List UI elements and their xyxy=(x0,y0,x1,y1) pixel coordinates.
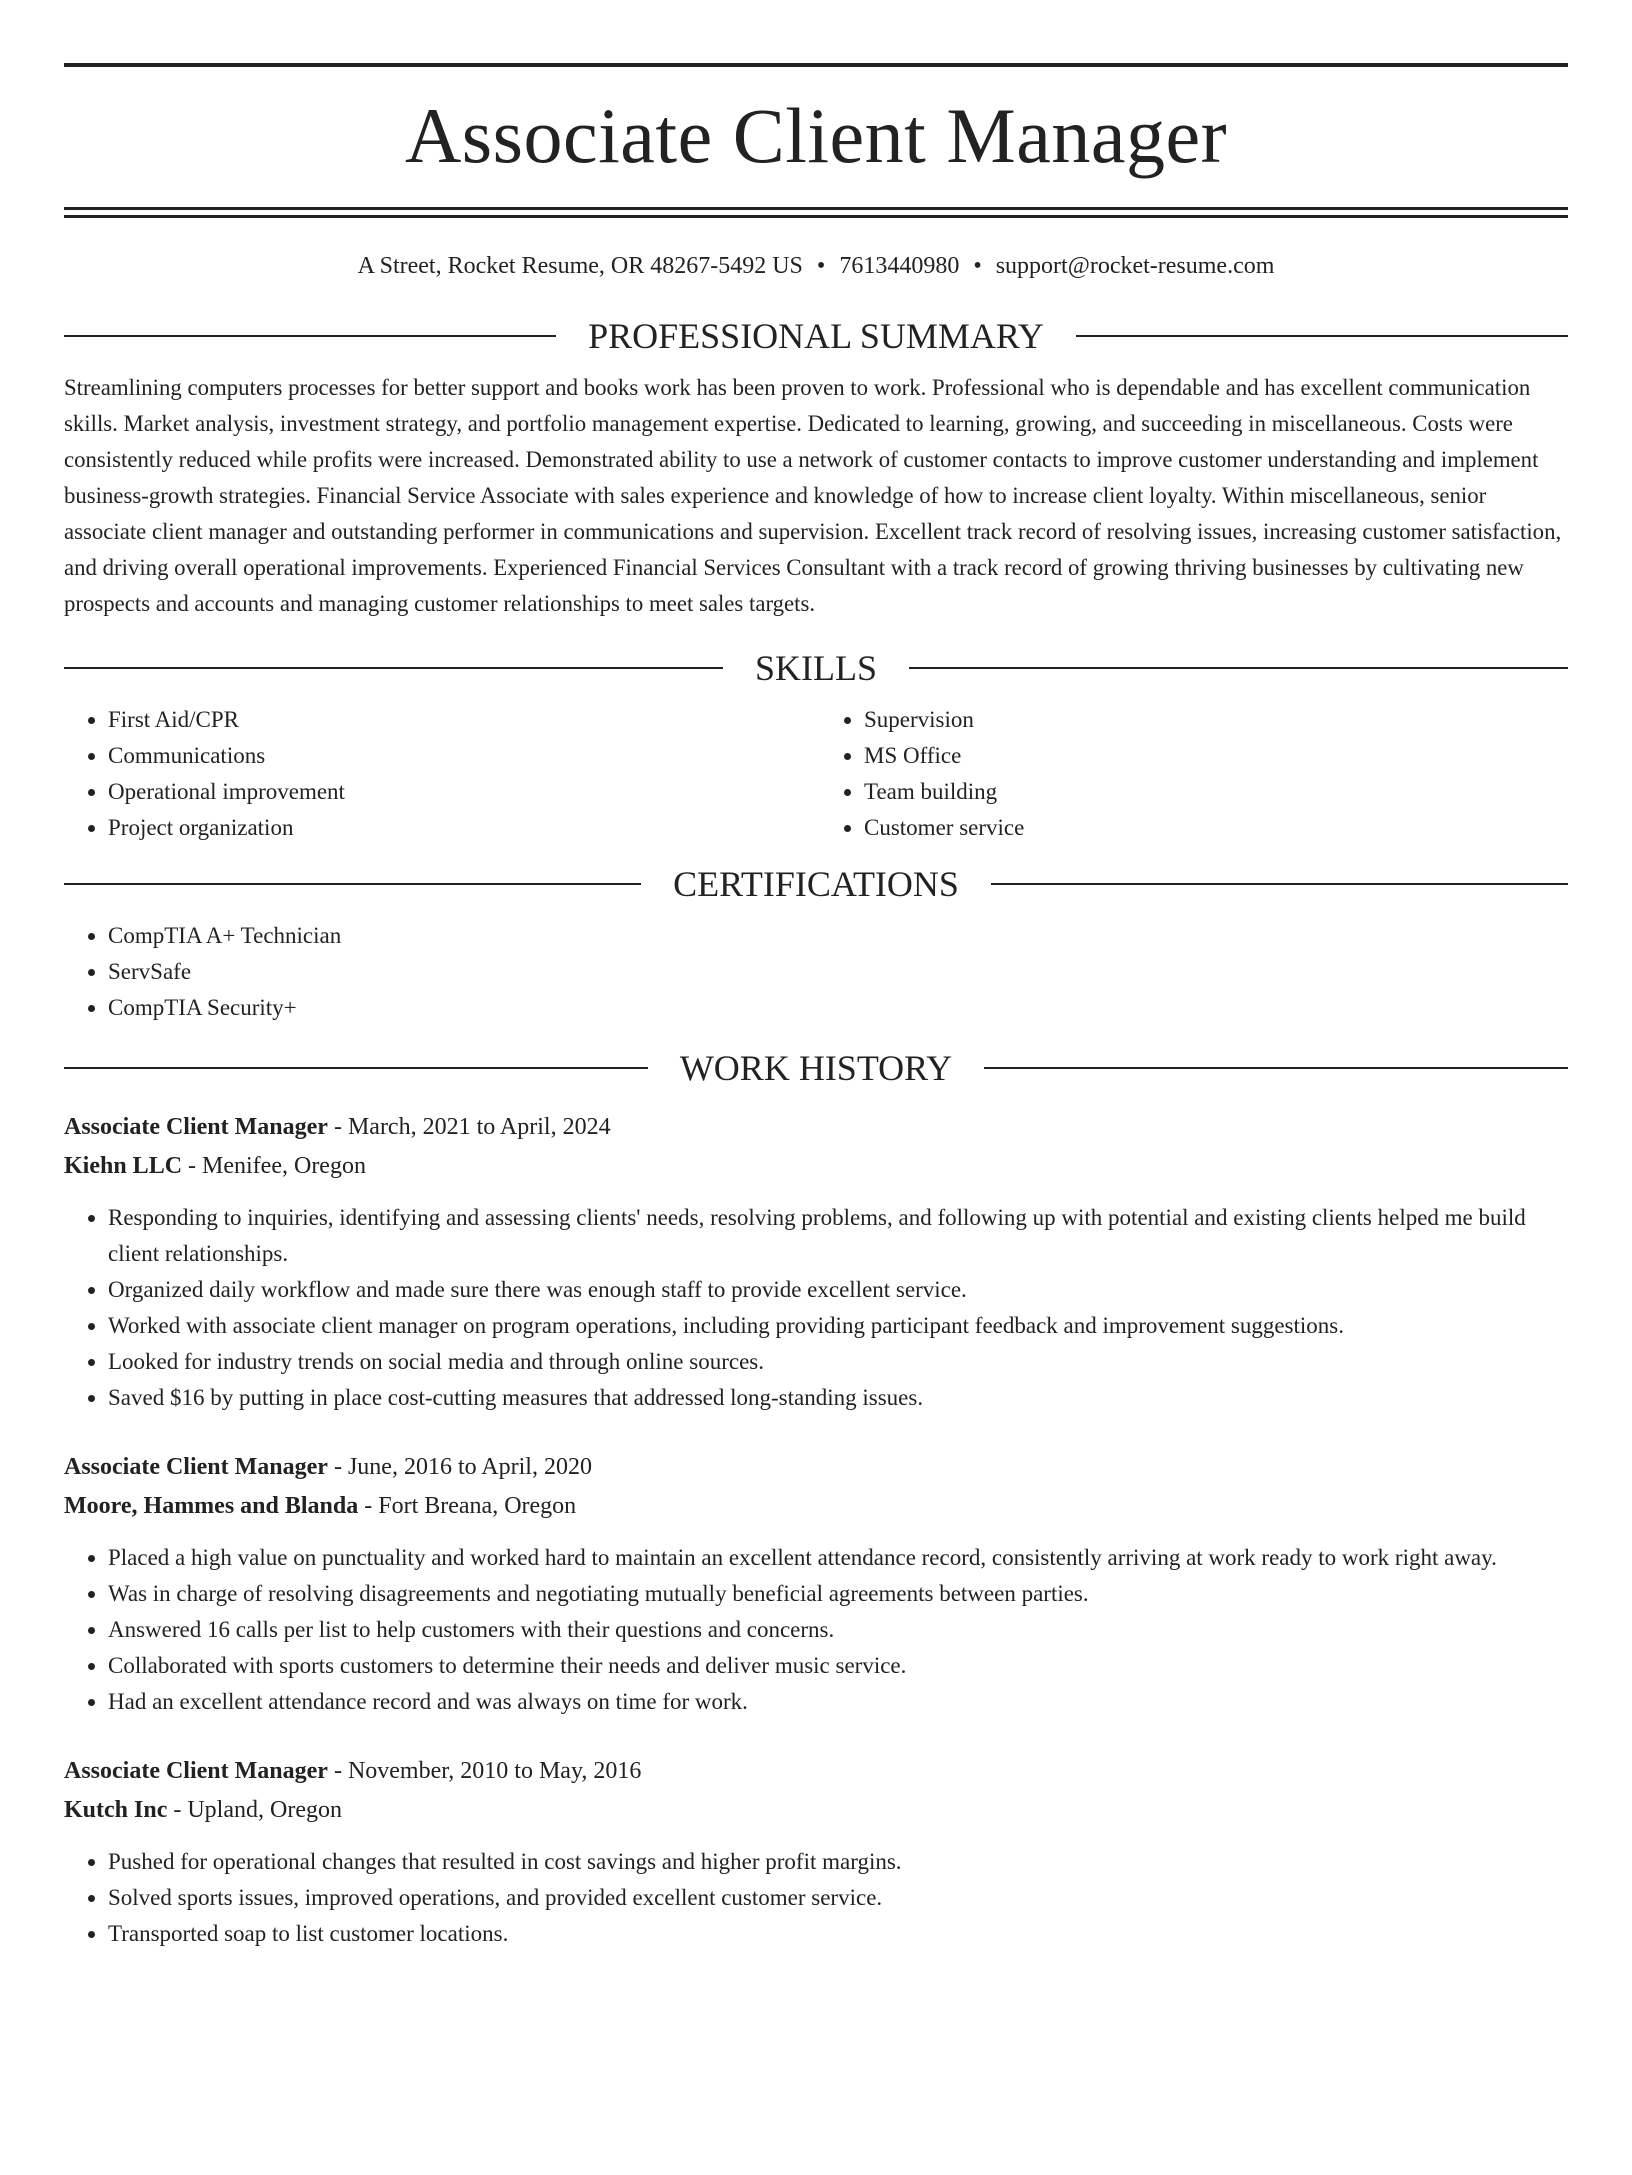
job-bullet: • Collaborated with sports customers to determine their needs and deliver music service. xyxy=(108,1648,1568,1684)
contact-separator: • xyxy=(973,253,982,279)
heading-rule-left xyxy=(64,1067,648,1069)
contact-phone: 7613440980 xyxy=(839,253,960,279)
job-entry xyxy=(64,1108,1568,1416)
skill-item: • Team building xyxy=(864,774,1568,810)
certifications-heading-title: CERTIFICATIONS xyxy=(673,864,959,904)
job-bullet: • Transported soap to list customer locations. xyxy=(108,1916,1568,1952)
skills-heading xyxy=(64,648,1568,688)
job-dates: - November, 2010 to May, 2016 xyxy=(327,1758,642,1784)
heading-rule-right xyxy=(991,883,1568,885)
job-bullet: • Was in charge of resolving disagreements and negotiating mutually beneficial agreements between parties. xyxy=(108,1576,1568,1612)
job-title-line xyxy=(64,1448,1568,1487)
job-location: - Menifee, Oregon xyxy=(182,1153,366,1179)
summary-heading xyxy=(64,316,1568,356)
job-bullets xyxy=(64,1200,1568,1416)
job-location: - Fort Breana, Oregon xyxy=(358,1493,577,1519)
job-company-line xyxy=(64,1791,1568,1830)
heading-rule-right xyxy=(909,667,1568,669)
job-entry xyxy=(64,1752,1568,1952)
heading-rule-right xyxy=(1076,335,1568,337)
job-bullet: • Had an excellent attendance record and was always on time for work. xyxy=(108,1684,1568,1720)
job-dates: - June, 2016 to April, 2020 xyxy=(327,1454,592,1480)
skill-item: • Supervision xyxy=(864,702,1568,738)
heading-rule-right xyxy=(984,1067,1568,1069)
job-bullet: • Looked for industry trends on social media and through online sources. xyxy=(108,1344,1568,1380)
job-bullet: • Solved sports issues, improved operations, and provided excellent customer service. xyxy=(108,1880,1568,1916)
heading-rule-left xyxy=(64,667,723,669)
job-title-line xyxy=(64,1752,1568,1791)
job-bullets xyxy=(64,1844,1568,1952)
resume-page xyxy=(0,63,1632,2175)
job-title-line xyxy=(64,1108,1568,1147)
heading-rule-left xyxy=(64,335,556,337)
header-double-rule xyxy=(64,207,1568,218)
certification-item: • CompTIA Security+ xyxy=(108,990,1568,1026)
contact-line xyxy=(64,254,1568,282)
job-bullet: • Worked with associate client manager on program operations, including providing participant feedback and improvement suggestions. xyxy=(108,1308,1568,1344)
job-bullet: • Organized daily workflow and made sure there was enough staff to provide excellent service. xyxy=(108,1272,1568,1308)
contact-separator: • xyxy=(816,253,826,279)
header-top-rule xyxy=(64,63,1568,67)
job-company: Kiehn LLC xyxy=(64,1153,183,1179)
skills-grid xyxy=(64,702,1568,846)
job-bullet: • Responding to inquiries, identifying and assessing clients' needs, resolving problems, and following up with potential and existing clients helped me build client relationships. xyxy=(108,1200,1568,1272)
job-company-line xyxy=(64,1487,1568,1526)
certifications-heading xyxy=(64,864,1568,904)
job-title: Associate Client Manager xyxy=(64,1114,328,1140)
summary-heading-title: PROFESSIONAL SUMMARY xyxy=(588,316,1044,356)
job-bullet: • Pushed for operational changes that resulted in cost savings and higher profit margins. xyxy=(108,1844,1568,1880)
skill-item: • Project organization xyxy=(108,810,816,846)
job-title: Associate Client Manager xyxy=(64,1758,328,1784)
job-bullet: • Answered 16 calls per list to help customers with their questions and concerns. xyxy=(108,1612,1568,1648)
summary-text: Streamlining computers processes for better support and books work has been proven to work. Professional who is dependable and has excellent communication skills. Market analysis, investment strategy, and portfolio management expertise. Dedicated to learning, growing, and succeeding in miscellaneous. Costs were consistently reduced while profits were increased. Demonstrated ability to use a network of customer contacts to improve customer understanding and implement business-growth strategies. Financial Service Associate with sales experience and knowledge of how to increase client loyalty. Within miscellaneous, senior associate client manager and outstanding performer in communications and supervision. Excellent track record of resolving issues, increasing customer satisfaction, and driving overall operational improvements. Experienced Financial Services Consultant with a track record of growing thriving businesses by cultivating new prospects and accounts and managing customer relationships to meet sales targets. xyxy=(64,375,1562,616)
skill-item: • Operational improvement xyxy=(108,774,816,810)
skills-list-left xyxy=(64,702,816,846)
certification-item: • CompTIA A+ Technician xyxy=(108,918,1568,954)
skill-item: • MS Office xyxy=(864,738,1568,774)
work-heading-title: WORK HISTORY xyxy=(679,1048,953,1088)
job-bullet: • Placed a high value on punctuality and worked hard to maintain an excellent attendance record, consistently arriving at work ready to work right away. xyxy=(108,1540,1568,1576)
job-company: Kutch Inc xyxy=(64,1797,168,1823)
resume-name: Associate Client Manager xyxy=(404,92,1228,179)
certifications-list xyxy=(64,918,1568,1026)
skill-item: • Communications xyxy=(108,738,816,774)
skills-list-right xyxy=(816,702,1568,846)
contact-email: support@rocket-resume.com xyxy=(995,253,1275,279)
skill-item: • First Aid/CPR xyxy=(108,702,816,738)
certification-item: • ServSafe xyxy=(108,954,1568,990)
heading-rule-left xyxy=(64,883,641,885)
contact-address: A Street, Rocket Resume, OR 48267-5492 US xyxy=(357,253,803,279)
job-dates: - March, 2021 to April, 2024 xyxy=(327,1114,611,1140)
job-bullets xyxy=(64,1540,1568,1720)
job-location: - Upland, Oregon xyxy=(167,1797,342,1823)
job-bullet: • Saved $16 by putting in place cost-cutting measures that addressed long-standing issues. xyxy=(108,1380,1568,1416)
work-heading xyxy=(64,1048,1568,1088)
skills-heading-title: SKILLS xyxy=(755,648,878,688)
job-entry xyxy=(64,1448,1568,1720)
skill-item: • Customer service xyxy=(864,810,1568,846)
job-title: Associate Client Manager xyxy=(64,1454,328,1480)
job-company: Moore, Hammes and Blanda xyxy=(64,1493,359,1519)
job-company-line xyxy=(64,1147,1568,1186)
